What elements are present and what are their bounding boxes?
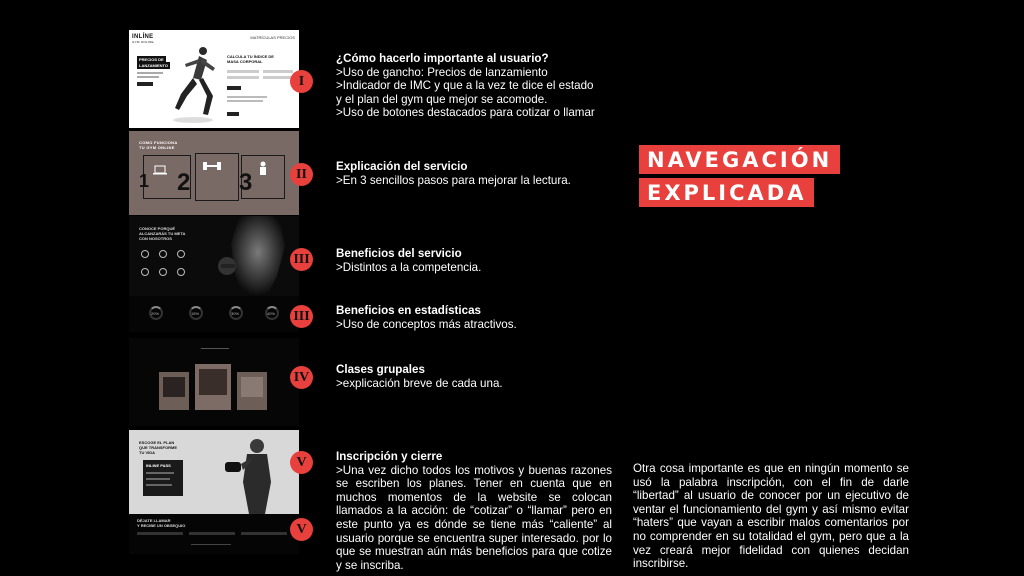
benefit-icon (159, 268, 167, 276)
section-line: >explicación breve de cada una. (336, 376, 503, 390)
mockup-call-field (189, 532, 235, 535)
step-number: 3 (239, 169, 253, 196)
mockup-call-field (137, 532, 183, 535)
section-block-2 (336, 160, 571, 187)
side-note: Otra cosa importante es que en ningún momento se usó la palabra inscripción, con el fin de darle “libertad” al usuario de conocer por un ejecutivo de ventar el funcionamiento del gym y así mismo evitar “haters” que vayan a escribir malos comentarios por no comprender en su totalidad el gym, pero que a la vez creará mejor fidelidad con quienes decidan inscribirse. (633, 462, 909, 571)
numeral-badge: I (290, 70, 313, 93)
section-heading: Beneficios en estadísticas (336, 304, 481, 317)
stat-value: 40% (267, 311, 276, 316)
benefit-icon (177, 268, 185, 276)
mockup-call-field (241, 532, 287, 535)
mockup-hero-badge-1: PRECIOS DE (139, 57, 164, 62)
mockup-imc-text (227, 96, 267, 98)
step-number: 2 (177, 169, 191, 196)
section-body: >Una vez dicho todos los motivos y buenas razones se escriben los planes. Tener en cuenta que en muchos momentos de la website se colocan llamados a la acción: de “cotizar” o “llamar” pero en este punto ya es dónde se tiene más “caliente” al usuario porque se encuentra super interesado. por lo que se muestran aún más beneficios para que cotize y se inscriba. (336, 463, 612, 572)
numeral-badge: II (290, 163, 313, 186)
mockup-imc-field (263, 70, 293, 73)
stat-value: 20% (151, 311, 160, 316)
section-block-6 (336, 450, 612, 572)
mockup-plan-title: ESCOGE EL PLAN QUE TRANSFORME TU VIDA (139, 440, 177, 455)
mockup-imc-field (263, 76, 293, 79)
mockup-imc-title: CALCULA TU ÍNDICE DE MASA CORPORAL (227, 54, 274, 64)
page-title-line-1: NAVEGACIÓN (639, 145, 840, 174)
numeral-badge: V (290, 518, 313, 541)
mockup-steps-title: COMO FUNCIONA TU GYM ONLINE (139, 140, 178, 150)
section-line: >Distintos a la competencia. (336, 260, 482, 274)
mockup-stats-section (129, 296, 299, 332)
section-line: >Indicador de IMC y que a la vez te dice el estado (336, 79, 594, 93)
benefit-icon (177, 250, 185, 258)
mockup-steps-section (129, 131, 299, 215)
mockup-classes-section (129, 338, 299, 426)
class-card (159, 372, 189, 410)
class-card (237, 372, 267, 410)
mockup-imc-button (227, 86, 241, 90)
mockup-imc-text (227, 100, 263, 102)
woman-dumbbell-photo (221, 432, 291, 514)
mockup-hero-text (137, 72, 163, 74)
stat-value: 15% (191, 311, 200, 316)
page-title-line-2: EXPLICADA (639, 178, 814, 207)
step-number: 1 (139, 171, 150, 191)
mockup-imc-field (227, 70, 259, 73)
mockup-hero-badge-2: LANZAMIENTO (139, 63, 169, 68)
section-heading: ¿Cómo hacerlo importante al usuario? (336, 52, 549, 65)
numeral-badge: III (290, 248, 313, 271)
mockup-imc-field (227, 76, 259, 79)
mockup-hero-text (137, 76, 159, 78)
mockup-call-section (129, 514, 299, 554)
section-line: >Uso de botones destacados para cotizar o llamar (336, 106, 595, 120)
section-line: >Uso de conceptos más atractivos. (336, 317, 517, 331)
benefit-icon (141, 250, 149, 258)
numeral-badge: V (290, 451, 313, 474)
mockup-plans-section (129, 430, 299, 514)
laptop-icon (153, 165, 167, 175)
section-line: >Uso de gancho: Precios de lanzamiento (336, 65, 548, 79)
mockup-call-title: DÉJATE LLAMAR Y RECIBE UN OBSEQUIO (137, 518, 186, 528)
mockup-benefits-title: CONOCE PORQUÉ ALCANZARÁS TU META CON NOSOTROS (139, 226, 186, 241)
benefit-icon (141, 268, 149, 276)
section-block-1 (336, 52, 595, 120)
mockup-benefits-section (129, 216, 299, 296)
mockup-nav: MATRÍCULAS PRECIOS (250, 35, 295, 40)
section-block-4 (336, 304, 517, 331)
section-heading: Inscripción y cierre (336, 450, 443, 463)
mockup-footer (191, 544, 231, 545)
mockup-imc-button (227, 112, 239, 116)
class-card (195, 364, 231, 410)
athlete-photo (209, 216, 299, 296)
person-icon (257, 161, 269, 175)
mockup-hero-section (129, 30, 299, 128)
stat-value: 30% (231, 311, 240, 316)
section-block-3 (336, 247, 481, 274)
runner-figure (171, 42, 221, 124)
section-line: >En 3 sencillos pasos para mejorar la lectura. (336, 173, 571, 187)
section-heading: Beneficios del servicio (336, 247, 462, 260)
numeral-badge: III (290, 305, 313, 328)
section-heading: Explicación del servicio (336, 160, 468, 173)
mockup-logo: INLÍNE GYM ONLINE (132, 34, 154, 44)
mockup-hero-button (137, 82, 153, 86)
plan-card (143, 460, 183, 496)
section-line: y el plan del gym que mejor se acomode. (336, 92, 548, 106)
dumbbell-icon (203, 161, 221, 171)
mockup-classes-title (201, 348, 229, 349)
section-block-5 (336, 363, 503, 390)
plan-name: INLINE PASS (146, 463, 171, 468)
section-heading: Clases grupales (336, 363, 425, 376)
numeral-badge: IV (290, 366, 313, 389)
benefit-icon (159, 250, 167, 258)
